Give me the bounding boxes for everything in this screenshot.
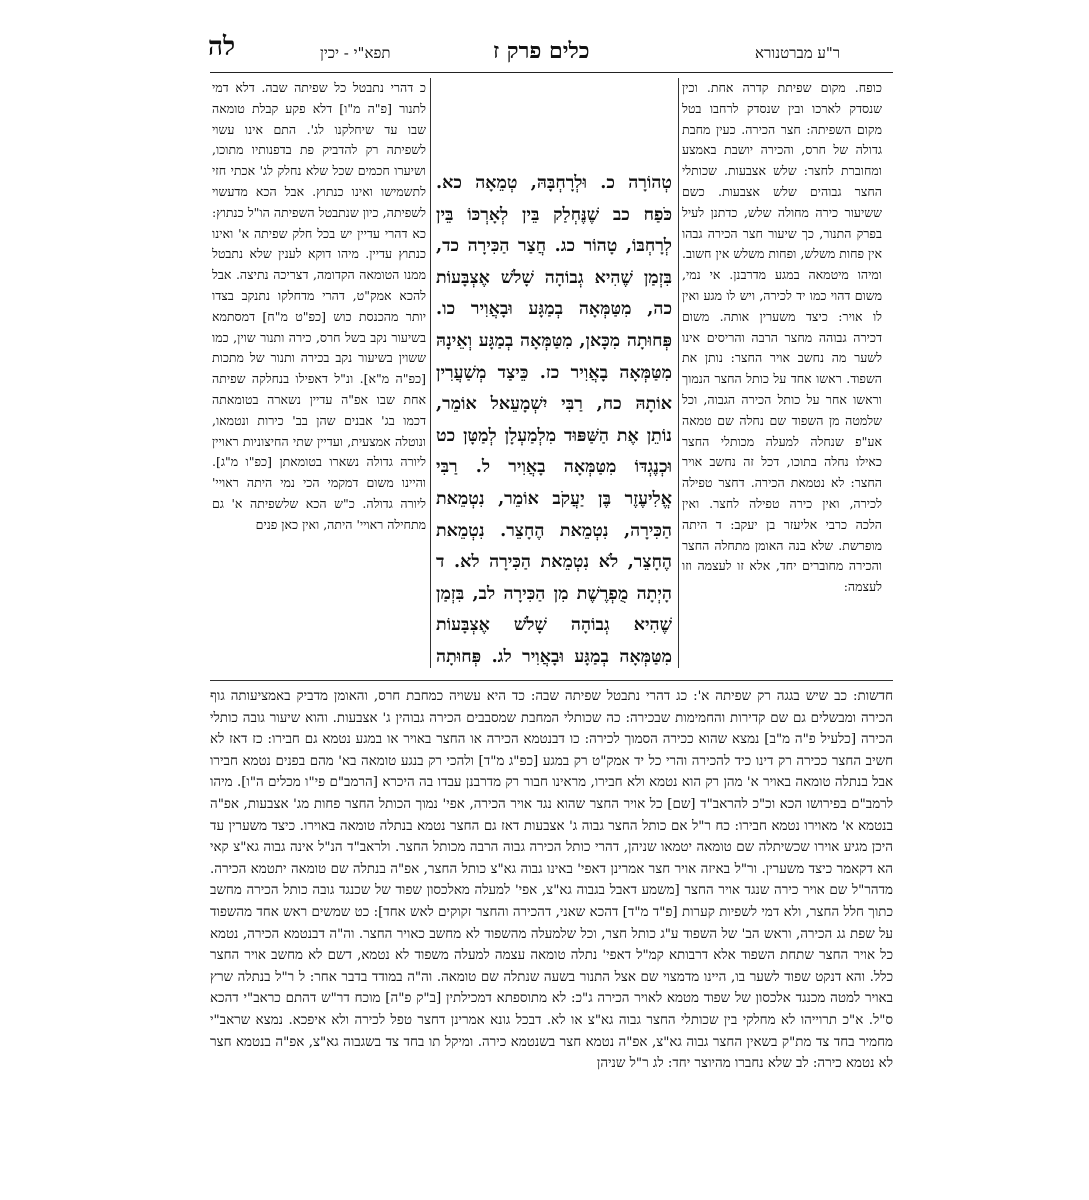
- page-number: לה: [208, 32, 236, 62]
- header-rule: [210, 72, 893, 73]
- section-divider: [210, 680, 893, 681]
- column-divider-left: [430, 78, 431, 668]
- tiferet-yisrael-commentary: חדשות: כב שיש בגגה רק שפיתה א': כג דהרי נתבטל שפיתה שבה: כד היא עשויה כמחבת חרס, והאומן מדביק באמציעותה גוף הכירה ומבשלים גם שם קדירות והחמימות שבכירה: כה שכותלי המחבת שמסבבים הכירה גבוהין ג' אצבעות. והוא שיעור גובה כותלי הכירה [כלעיל פ"ה מ"ב] נמצא שהוא ככירה הסמוך לכירה: כו דבנטמא הכירה או החצר באויר או במגע נטמא גם חבירו: כז דאז לא חשיב החצר ככירה רק דינו כיד להכירה והרי כל יד אמק"ט רק במגע [כפ"ג מ"ד] ולהכי רק בנגע טומאה בא' מהם בפנים נטמא חבירו אבל בנתלה טומאה באויר א' מהן רק הוא נטמא ולא חבירו, מראינו חבור רק מדרבנן עבדו בה היכרא [הרמב"ם פי"ו מכלים ה"ו]. מיהו לרמב"ם בפירושו הכא וכ"כ להראב"ד [שם] כל אויר החצר שהוא נגד אויר הכירה, אפי' נמוך הכותל החצר פחות מג' אצבעות, אפ"ה בנטמא א' מאוירו נטמא חבירו: כח ר"ל אם כותל החצר גבוה ג' אצבעות דאז גם החצר נטמא בנתלה טומאה באוירו. כיצד משערין עד היכן מגיע אוירו שכשיתלה שם טומאה יטמאו שניהן, דהרי כותל הכירה גבוה הרבה מכותל החצר. ולראב"ד הנ"ל אינה גבוה גא"צ קאי הא דקאמר כיצד משערין. ור"ל באיזה אויר חצר אמרינן דאפי' באינו גבוה גא"צ כותל החצר, אפ"ה בנתלה שם טומאה יתטמא הכירה. מדהר"ל שם אויר כירה שנגד אויר החצר [משמע דאבל בגבוה גא"צ, אפי' למעלה מאלכסון שפוד של שכנגד גובה כותל הכירה מחשב כתוך חלל החצר, ולא דמי לשפיות קערות [פ"ד מ"ד] דהכא שאני, דהכירה והחצר זקוקים לאש אחד]: כט שמשים ראש אחד מהשפוד על שפת גג הכירה, וראש הב' של השפוד ע"ג כותל חצר, וכל שלמעלה מהשפוד לא מחשב כאויר החצר. וה"ה דבנטמא הכירה, נטמא כל אויר החצר שתחת השפוד אלא דרבותא קמ"ל דאפי' נתלה טומאה עצמה למעלה משפוד לא נטמא, דשם לא מחשב אויר החצר כלל. והא דנקט שפוד לשער בו, היינו מדמצוי שם אצל התנור בשעה שנתלה שם טומאה. וה"ה במודד בדבר אחר: ל ר"ל בנתלה שרץ באויר למטה מכנגד אלכסון של שפוד מטמא לאויר הכירה ג"כ: לא מתוספתא דמכילתין [ב"ק פ"ה] מוכח דר"ש דהתם כראב"י דהכא ס"ל. א"כ תרוייהו לא מחלקי בין שכותלי החצר גבוה גא"צ או לא. דבכל גונא אמרינן דחצר טפל לכירה ולא איפכא. נמצא שראב"י מחמיר בחד צד מת"ק בשאין החצר גבוה גא"צ, אפ"ה נטמא חצר בשנטמא כירה. ומיקל תו בחד צד בשגבוה גא"צ, אפ"ה בנטמא חצר לא נטמא כירה: לב שלא נחברו מהיוצר יחד: לג ר"ל שניהן: [210, 689, 893, 1072]
- column-divider-right: [678, 78, 679, 668]
- header-bartenura: ר"ע מברטנורא: [755, 44, 841, 62]
- mishnah-text: טְהוֹרָה כ. וּלְרָחְבָּהּ, טְמֵאָה כא. כֹּפַח כב שֶׁנֶּחְלַק בֵּין לְאָרְכּוֹ בֵּין לְרָחְבּוֹ, טָהוֹר כג. חֲצַר הַכִּירָה כד, בִּזְמַן שֶׁהִיא גְבוֹהָה שָׁלֹשׁ אֶצְבָּעוֹת כה, מִטַּמְּאָה בְמַגָּע וּבָאֲוִיר כו. פְּחוּתָה מִכָּאן, מִטַּמְּאָה בְמַגָּע וְאֵינָהּ מִטַּמְּאָה בָאֲוִיר כז. כֵּיצַד מְשַׁעֲרִין אוֹתָהּ כח, רַבִּי יִשְׁמָעֵאל אוֹמֵר, נוֹתֵן אֶת הַשַּׁפּוּד מִלְמַעְלָן לְמַטָּן כט וּכְנֶגְדּוֹ מִטַּמְּאָה בָאֲוִיר ל. רַבִּי אֱלִיעֶזֶר בֶּן יַעֲקֹב אוֹמֵר, נִטְמֵאת הַכִּירָה, נִטְמֵאת הֶחָצֵר. נִטְמֵאת הֶחָצֵר, לֹא נִטְמֵאת הַכִּירָה לא. ד הָיְתָה מֻפְרֶשֶׁת מִן הַכִּירָה לב, בִּזְמַן שֶׁהִיא גְבוֹהָה שָׁלֹשׁ אֶצְבָּעוֹת מִטַּמְּאָה בְמַגָּע וּבָאֲוִיר לג. פְּחוּתָה: [436, 173, 672, 667]
- bartenura-commentary: כופח. מקום שפיתת קדרה אחת. וכין שנסדק לארכו ובין שנסדק לרחבו בטל מקום השפיתה: חצר הכירה. כעין מחבת גדולה של חרס, והכירה יושבת באמצע ומחוברת לחצר: שלש אצבעות. שכותלי החצר גבוהים שלש אצבעות. כשם ששיעור כירה מחולה שלש, כדתנן לעיל בפרק התנור, כך שיעור חצר הכירה גבהו אין פחות משלש, ופחות משלש אין חשוב. ומיהו מיטמאה במגע מדרבנן. אי נמי, משום דהוי כמו יד לכירה, ויש לו מגע ואין לו אויר: כיצד משערין אותה. משום דכירה גבוהה מחצר הרבה והריסים אינו לשער מה נחשב אויר החצר: נותן את השפוד. ראשו אחד על כותל החצר הנמוך וראשו אחר על כותל הכירה הגבוה, וכל שלמטה מן השפוד שם נחלה שם טמאה אע"פ שנחלה למעלה מכותלי החצר כאילו נחלה בתוכו, דכל זה נחשב אויר החצר: לא נטמאת הכירה. דחצר טפילה לכירה, ואין כירה טפילה לחצר. ואין הלכה כרבי אליעזר בן יעקב: ד היתה מופרשת. שלא בנה האומן מתחלה החצר והכירה מחוברים יחד, אלא זו לעצמה וזו לעצמה:: [682, 80, 882, 595]
- chapter-title: כלים פרק ז: [493, 38, 590, 64]
- tosafot-yom-tov-commentary: כ דהרי נתבטל כל שפיתה שבה. דלא דמי לתנור [פ"ה מ"ו] דלא פקע קבלת טומאה שבו עד שיחלקנו לג'. התם אינו עשוי לשפיתה רק להדביק פת בדפנותיו מתוכו, ושיערו חכמים שכל שלא נחלק לג' אכתי חזי לתשמישו ואינו כנתוץ. אבל הכא מדעשוי לשפיתה, כיון שנתבטל השפיתה הו"ל כנתוץ: כא דהרי עדיין יש בכל חלק שפיתה א' ואינו כנתוץ עדיין. מיהו דוקא לענין שלא נתבטל ממנו הטומאה הקדומה, דצריכה נתיצה. אבל להכא אמק"ט, דהרי מדחלקו נתנקב בצדו יותר מהכנסת כוש [כפ"ט מ"ח] דמסתמא בשיעור נקב בשל חרס, כירה ותנור שוין, כמו ששוין בשיעור נקב בכירה ותנור של מתכות [כפ"ה מ"א]. ונ"ל דאפילו בנחלקה שפיתה אחת שבו אפ"ה עדיין נשארה בטומאתה דכמו בג' אבנים שהן בב' כירות ונטמאו, ונוטלה אמצעית, ועדיין שתי החיצוניות ראויין ליורה גדולה נשארו בטומאתן [כפ"ו מ"ג]. והיינו משום דמקמי הכי נמי היתה ראויי' ליורה גדולה. כ"ש הכא שלשפיתה א' גם מתחילה ראויי' היתה, ואין כאן פנים: [212, 80, 426, 532]
- header-tafai: תפא"י - יכין: [320, 44, 391, 62]
